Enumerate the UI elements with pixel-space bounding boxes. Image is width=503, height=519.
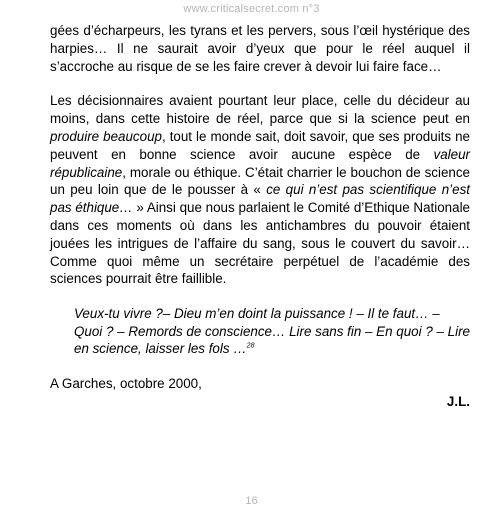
- paragraph-2: [50, 92, 470, 288]
- emphasis-produire-beaucoup: produire beaucoup: [50, 128, 162, 144]
- footnote-reference[interactable]: 28: [246, 342, 255, 350]
- paragraph-1: gées d’écharpeurs, les tyrans et les pervers, sous l’œil hystérique des harpies… Il ne saurait avoir d’yeux que pour le réel auquel il s’accroche au risque de se les faire crever à devoir lui faire face…: [50, 23, 470, 74]
- signature: J.L.: [446, 393, 470, 409]
- emphasis-valeur-republicaine: valeur républicaine: [50, 146, 470, 180]
- place-date: A Garches, octobre 2000,: [50, 375, 202, 391]
- paragraph-2-text-c: , tout le monde sait, doit savoir, que ses produits ne peuvent en bonne science avoir aucune espèce de: [50, 128, 470, 162]
- site-header: www.criticalsecret.com n°3: [183, 3, 320, 15]
- paragraph-gap: [50, 358, 470, 375]
- paragraph-gap: [50, 75, 470, 92]
- paragraph-2-text-e: , morale ou éthique. C’était charrier le bouchon de science un peu loin que de le pousser à «: [50, 164, 470, 198]
- paragraph-2-text-g: » Ainsi que nous parlaient le Comité d’Ethique Nationale dans ces moments où dans les antichambres du pouvoir étaient jouées les intrigues de l’affaire du sang, sous le couvert du savoir… Comme quoi même un secrétaire perpétuel de l’académie des sciences pourrait être faillible.: [50, 200, 470, 287]
- page-number: 16: [245, 495, 258, 507]
- quote-text: Veux-tu vivre ?– Dieu m’en doint la puissance ! – Il te faut… – Quoi ? – Remords de conscience… Lire sans fin – En quoi ? – Lire en science, laisser les fols …: [74, 306, 470, 357]
- block-quote: [74, 305, 470, 358]
- paragraph-gap: [50, 288, 470, 305]
- paragraph-2-text-a: Les décisionnaires avaient pourtant leur place, celle du décideur au moins, dans cette histoire de réel, parce que si la science peut en: [50, 93, 470, 127]
- document-body: [50, 22, 470, 411]
- emphasis-quotation: ce qui n’est pas scientifique n’est pas éthique…: [50, 182, 470, 216]
